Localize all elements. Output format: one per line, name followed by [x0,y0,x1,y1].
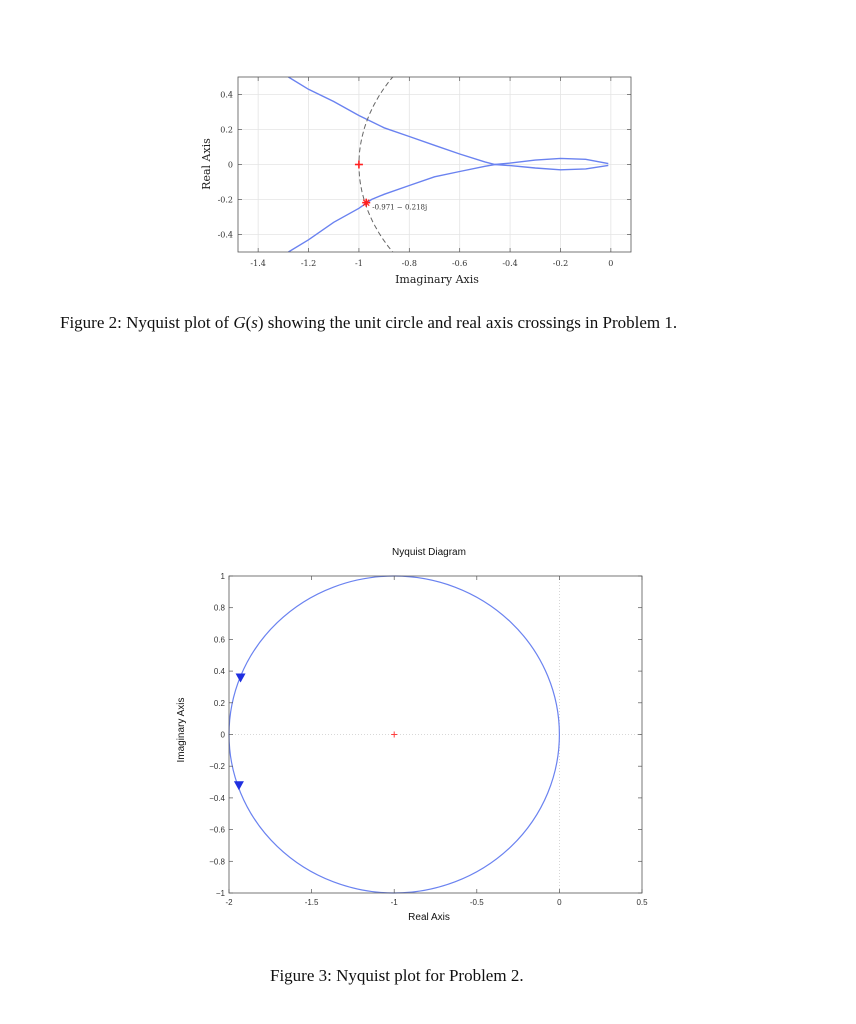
fig2-xtick-label: -1.2 [300,259,317,268]
fig3-xtick-label: -1 [390,898,398,907]
fig2-annotation: -0.971 − 0.218j [372,203,428,212]
fig3-ytick-label: −1 [215,889,225,898]
fig3-plot-frame [229,576,642,893]
fig2-xtick-label: 0 [608,259,614,268]
fig2-xtick-label: -0.8 [401,259,418,268]
fig2-caption-prefix: Figure 2: Nyquist plot of [60,313,234,332]
fig2-ytick-label: 0.4 [220,90,233,100]
fig2-ytick-label: -0.2 [217,195,233,205]
fig3-xtick-label: -1.5 [304,898,319,907]
figure-2-chart [0,0,856,300]
fig2-xtick-label: -0.2 [552,259,569,268]
fig3-direction-arrow [234,781,244,790]
fig2-xlabel: Imaginary Axis [395,273,479,286]
fig3-direction-arrow [236,673,246,682]
fig3-nyquist-circle [229,576,559,893]
fig3-xlabel: Real Axis [408,912,450,923]
fig3-ytick-label: −0.8 [209,857,225,867]
fig3-xtick-label: -0.5 [469,898,484,907]
fig3-ytick-label: 0.6 [213,635,225,645]
fig2-ytick-label: -0.4 [217,230,233,240]
fig2-caption-suffix: ) showing the unit circle and real axis crossings in Problem 1. [257,313,678,332]
fig2-ytick-label: 0 [227,160,233,170]
figure-2-caption [60,313,677,333]
fig3-ytick-label: 0.2 [213,698,225,708]
fig3-ytick-label: 1 [220,572,225,581]
fig3-ytick-label: −0.6 [209,825,225,835]
fig3-ticks [209,572,648,907]
fig2-xtick-label: -1 [355,259,363,268]
fig2-ticks [218,77,631,268]
fig2-caption-open: ( [245,313,252,332]
fig3-markers [234,673,397,790]
fig3-ytick-label: 0.4 [213,667,225,677]
fig3-ytick-label: −0.2 [209,762,225,772]
fig3-ytick-label: 0.8 [213,603,225,613]
fig2-grid [238,77,631,252]
fig3-ylabel: Imaginary Axis [176,697,187,763]
fig2-xtick-label: -0.6 [451,259,468,268]
fig3-xtick-label: -2 [225,898,233,907]
fig2-xtick-label: -0.4 [502,259,518,268]
fig3-reference-lines [229,576,642,893]
fig3-title: Nyquist Diagram [392,547,466,558]
fig3-xtick-label: 0 [557,898,562,907]
fig3-ytick-label: −0.4 [209,793,225,803]
fig2-caption-func: G [233,313,246,332]
fig3-series-layer [229,576,559,893]
fig2-xtick-label: -1.4 [250,259,266,268]
fig2-ylabel: Real Axis [200,138,213,190]
fig3-ytick-label: 0 [220,730,225,740]
fig2-markers [355,161,427,212]
fig2-caption-var: s [251,313,258,332]
fig3-xtick-label: 0.5 [636,898,648,907]
fig2-ytick-label: 0.2 [220,125,233,135]
figure-3-caption: Figure 3: Nyquist plot for Problem 2. [270,966,524,985]
